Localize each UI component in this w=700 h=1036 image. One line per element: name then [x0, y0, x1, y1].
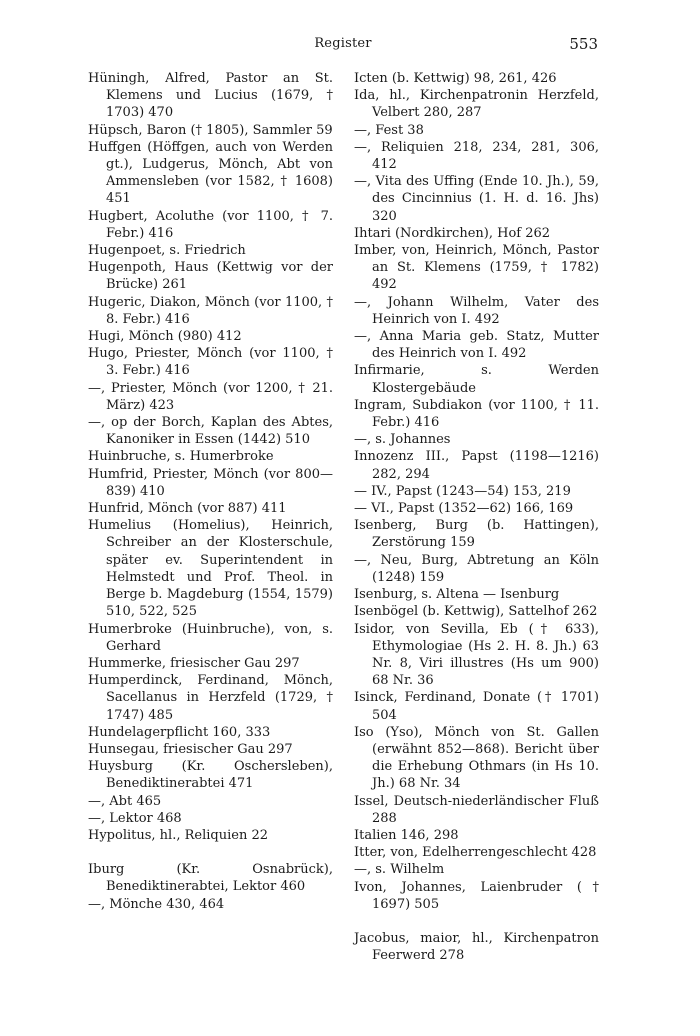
page-header — [88, 36, 598, 56]
index-entry: Hugenpoth, Haus (Kettwig vor der Brücke) 261 — [88, 260, 333, 293]
index-entry: Hüpsch, Baron († 1805), Sammler 59 — [88, 122, 333, 138]
index-entry: —, Abt 465 — [88, 793, 162, 809]
index-entry: Innozenz III., Papst (1198—1216) 282, 294 — [354, 449, 599, 482]
index-entry: —, Vita des Uffing (Ende 10. Jh.), 59, des Cincinnius (1. H. d. 16. Jhs) 320 — [354, 174, 599, 224]
index-entry: Hugenpoet, s. Friedrich — [88, 243, 246, 259]
index-entry: —, Anna Maria geb. Statz, Mutter des Heinrich von I. 492 — [354, 329, 599, 362]
index-entry: Hypolitus, hl., Reliquien 22 — [88, 827, 268, 843]
index-entry: — VI., Papst (1352—62) 166, 169 — [354, 501, 574, 517]
running-header-title: Register — [314, 36, 372, 51]
index-entry: Huinbruche, s. Humerbroke — [88, 449, 274, 465]
index-entry: Issel, Deutsch-niederländischer Fluß 288 — [354, 793, 599, 826]
index-entry: Isenberg, Burg (b. Hattingen), Zerstörung 159 — [354, 518, 599, 551]
index-entry: —, Priester, Mönch (vor 1200, † 21. März) 423 — [88, 380, 333, 413]
index-entry: Iburg (Kr. Osnabrück), Benediktinerabtei, Lektor 460 — [88, 862, 333, 895]
index-entry: Ida, hl., Kirchenpatronin Herzfeld, Velbert 280, 287 — [354, 88, 599, 121]
page-number: 553 — [569, 35, 598, 53]
index-entry: Infirmarie, s. Werden Klostergebäude — [354, 363, 599, 396]
index-entry: Ivon, Johannes, Laienbruder († 1697) 505 — [354, 879, 599, 912]
index-entry: Humperdinck, Ferdinand, Mönch, Sacellanus in Herzfeld (1729, † 1747) 485 — [88, 673, 333, 723]
index-entry: —, Johann Wilhelm, Vater des Heinrich von I. 492 — [354, 294, 599, 327]
index-entry: Huffgen (Höffgen, auch von Werden gt.), Ludgerus, Mönch, Abt von Ammensleben (vor 1582, † 1608) 451 — [88, 139, 333, 207]
index-entry: Iso (Yso), Mönch von St. Gallen (erwähnt 852—868). Bericht über die Erhebung Othmars (in Hs 10. Jh.) 68 Nr. 34 — [354, 724, 599, 792]
index-entry: Hugeric, Diakon, Mönch (vor 1100, † 8. Febr.) 416 — [88, 294, 333, 327]
index-entry: —, Fest 38 — [354, 122, 424, 138]
index-entry: Isinck, Ferdinand, Donate († 1701) 504 — [354, 690, 599, 723]
index-entry: —, Mönche 430, 464 — [88, 896, 225, 912]
index-entry: —, op der Borch, Kaplan des Abtes, Kanoniker in Essen (1442) 510 — [88, 415, 333, 448]
index-entry: Hunfrid, Mönch (vor 887) 411 — [88, 501, 287, 517]
index-entry: Isidor, von Sevilla, Eb († 633), Ethymologiae (Hs 2. H. 8. Jh.) 63 Nr. 8, Viri illustres (Hs um 900) 68 Nr. 36 — [354, 621, 599, 689]
index-entry: Humerbroke (Huinbruche), von, s. Gerhard — [88, 621, 333, 654]
index-entry: Huysburg (Kr. Oschersleben), Benediktinerabtei 471 — [88, 759, 333, 792]
index-entry: —, Lektor 468 — [88, 810, 182, 826]
index-entry: Ihtari (Nordkirchen), Hof 262 — [354, 225, 551, 241]
index-entry: Isenburg, s. Altena — Isenburg — [354, 587, 560, 603]
index-entry: Isenbögel (b. Kettwig), Sattelhof 262 — [354, 604, 598, 620]
index-entry: Hummerke, friesischer Gau 297 — [88, 655, 300, 671]
index-entry: Hugi, Mönch (980) 412 — [88, 329, 242, 345]
index-entry: Humelius (Homelius), Heinrich, Schreiber an der Klosterschule, später ev. Superintendent in Helmstedt und Prof. Theol. in Berge b. Magdeburg (1554, 1579) 510, 522, 525 — [88, 518, 333, 620]
index-entry: Ingram, Subdiakon (vor 1100, † 11. Febr.) 416 — [354, 397, 599, 431]
index-entry: Hunsegau, friesischer Gau 297 — [88, 741, 293, 757]
index-entry: Hundelagerpflicht 160, 333 — [88, 724, 271, 740]
index-entry: Hugbert, Acoluthe (vor 1100, † 7. Febr.) 416 — [88, 208, 333, 241]
index-entry: Hugo, Priester, Mönch (vor 1100, † 3. Febr.) 416 — [88, 346, 333, 379]
index-entry: Icten (b. Kettwig) 98, 261, 426 — [354, 71, 557, 86]
index-entry: Italien 146, 298 — [354, 827, 459, 843]
index-entry: —, Reliquien 218, 234, 281, 306, 412 — [354, 139, 599, 173]
index-column-right — [354, 70, 599, 964]
index-entry: —, s. Johannes — [354, 432, 451, 448]
index-entry: Humfrid, Priester, Mönch (vor 800—839) 410 — [88, 466, 333, 499]
index-entry: Hüningh, Alfred, Pastor an St. Klemens und Lucius (1679, † 1703) 470 — [88, 71, 333, 121]
index-entry: Imber, von, Heinrich, Mönch, Pastor an St. Klemens (1759, † 1782) 492 — [354, 243, 599, 293]
index-entry: Jacobus, maior, hl., Kirchenpatron Feerwerd 278 — [354, 930, 599, 964]
index-entry: — IV., Papst (1243—54) 153, 219 — [354, 483, 571, 499]
index-column-left — [88, 70, 333, 913]
index-entry: —, s. Wilhelm — [354, 862, 445, 878]
index-entry: Itter, von, Edelherrengeschlecht 428 — [354, 845, 597, 861]
index-entry: —, Neu, Burg, Abtretung an Köln (1248) 159 — [354, 552, 599, 585]
